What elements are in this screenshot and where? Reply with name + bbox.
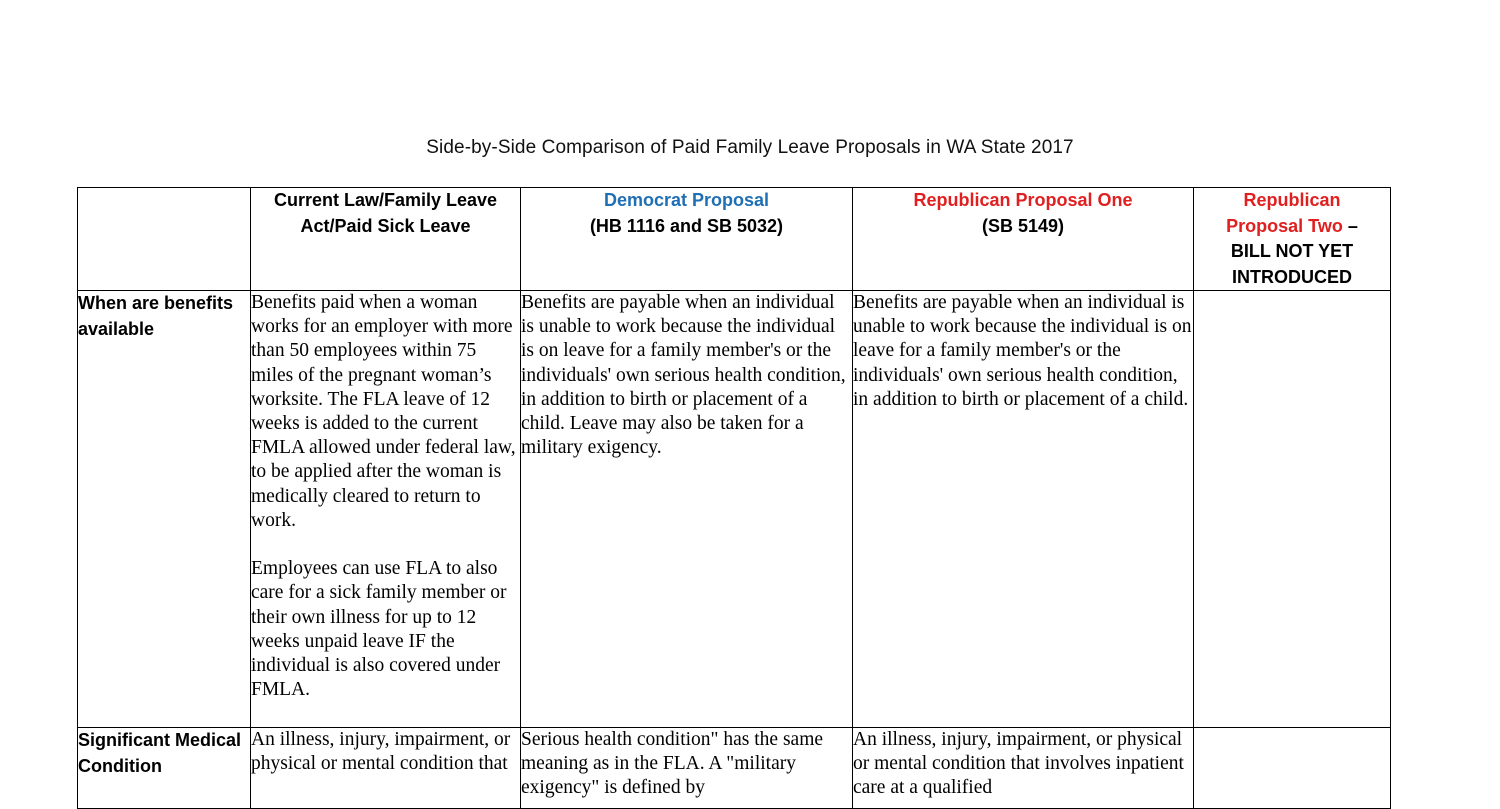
- current-benefits-paragraph-1: Benefits paid when a woman works for an employer with more than 50 employees within 75 miles of the pregnant woman’s worksite. The FLA leave of 12 weeks is added to the current FMLA allowed under federal law, to be applied after the woman is medically cleared to return to work.: [251, 292, 516, 531]
- header-current-law: [251, 188, 521, 291]
- democrat-medical-text: Serious health condition" has the same meaning as in the FLA. A "military exigency" is defined by: [521, 729, 824, 799]
- republican-two-status-line1: BILL NOT YET: [1230, 241, 1354, 261]
- table-row: [78, 728, 1391, 809]
- republican-one-bills: (SB 5149): [981, 215, 1065, 236]
- republican-two-name-part2: Proposal Two: [1226, 215, 1343, 236]
- header-cell-empty: [78, 188, 251, 291]
- current-medical-text: An illness, injury, impairment, or physical or mental condition that: [251, 729, 511, 775]
- current-benefits-paragraph-2: Employees can use FLA to also care for a sick family member or their own illness for up to 12 weeks unpaid leave IF the individual is also covered under FMLA.: [251, 558, 507, 701]
- header-democrat-proposal: [521, 188, 853, 291]
- republican-two-name-part1: Republican: [1243, 190, 1341, 210]
- republican-one-benefits-text: Benefits are payable when an individual is unable to work because the individual is on leave for a family member's or the individuals' own serious health condition, in addition to birth or placement of a child.: [853, 292, 1192, 410]
- comparison-table: [77, 187, 1391, 809]
- table-row: [78, 291, 1391, 728]
- republican-one-name: Republican Proposal One: [913, 190, 1133, 210]
- header-republican-proposal-two: [1194, 188, 1391, 291]
- row-label-benefits-available: When are benefits available: [78, 291, 251, 728]
- democrat-proposal-bills: (HB 1116 and SB 5032): [589, 215, 784, 236]
- republican-two-name-line2: [1194, 214, 1390, 240]
- cell-democrat-benefits: [521, 291, 853, 728]
- table-header-row: [78, 188, 1391, 291]
- cell-democrat-medical: [521, 728, 853, 809]
- democrat-proposal-name: Democrat Proposal: [603, 190, 770, 210]
- row-label-significant-medical-condition: Significant Medical Condition: [78, 728, 251, 809]
- page-title: Side-by-Side Comparison of Paid Family Leave Proposals in WA State 2017: [426, 137, 1074, 158]
- republican-one-medical-text: An illness, injury, impairment, or physical or mental condition that involves inpatient care at a qualified: [853, 729, 1184, 799]
- cell-republican-one-benefits: [853, 291, 1194, 728]
- header-current-line1: Current Law/Family Leave: [273, 190, 498, 210]
- cell-current-medical: [251, 728, 521, 809]
- republican-two-status-line2: INTRODUCED: [1232, 266, 1352, 287]
- cell-republican-one-medical: [853, 728, 1194, 809]
- democrat-benefits-text: Benefits are payable when an individual is unable to work because the individual is on leave for a family member's or the individuals' own serious health condition, in addition to birth or placement of a child. Leave may also be taken for a military exigency.: [521, 292, 846, 459]
- republican-two-dash: –: [1342, 215, 1358, 236]
- cell-republican-two-benefits: [1194, 291, 1391, 728]
- cell-current-benefits: [251, 291, 521, 728]
- cell-republican-two-medical: [1194, 728, 1391, 809]
- header-republican-proposal-one: [853, 188, 1194, 291]
- header-current-line2: Act/Paid Sick Leave: [300, 215, 471, 236]
